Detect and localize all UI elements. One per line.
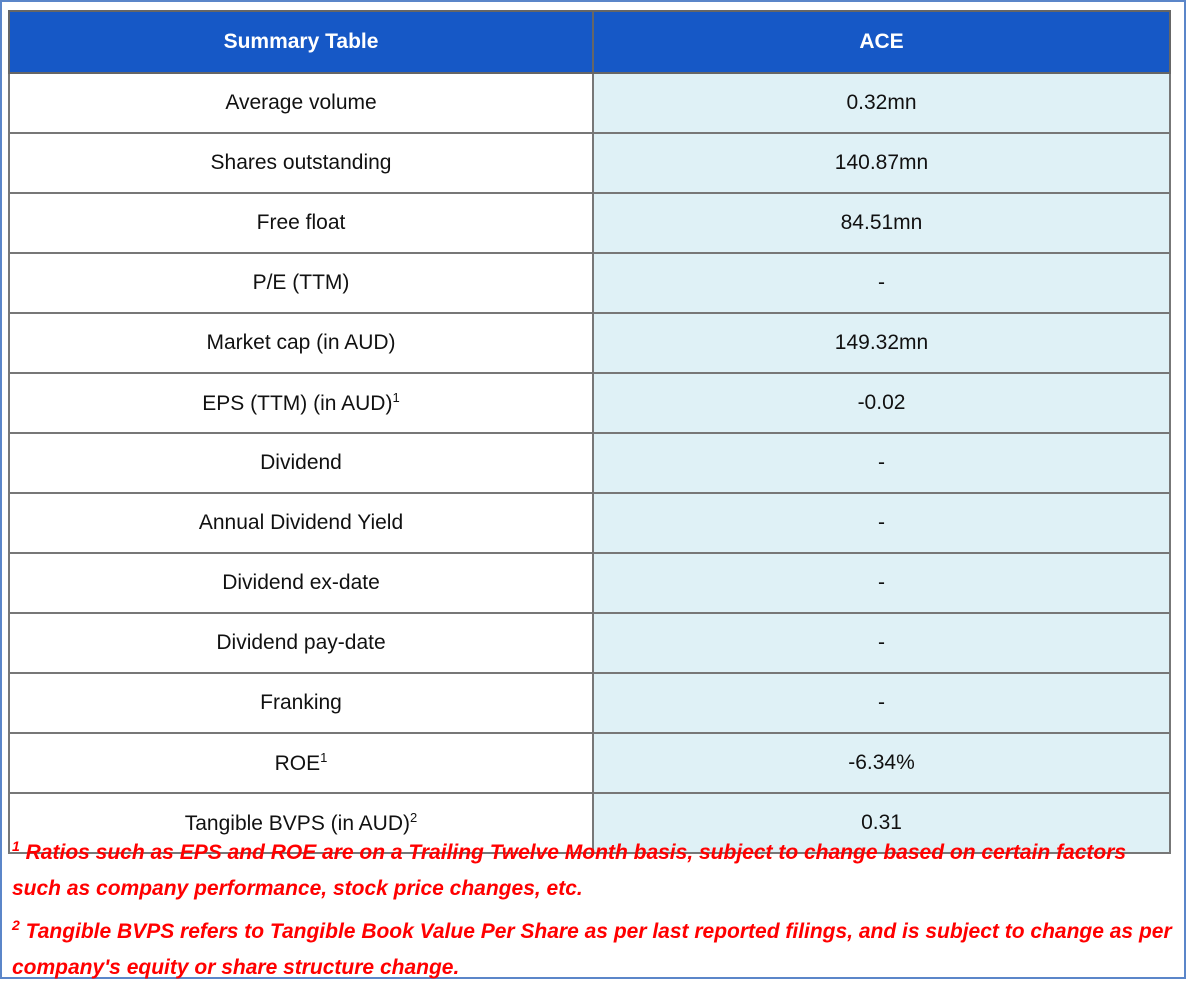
row-label-cell — [9, 253, 593, 313]
row-value: - — [593, 553, 1170, 613]
row-label: Dividend ex-date — [222, 571, 380, 594]
footnotes — [12, 828, 1172, 986]
footnote — [12, 907, 1172, 986]
row-value: - — [593, 493, 1170, 553]
table-row — [9, 433, 1170, 493]
row-label-cell — [9, 313, 593, 373]
table-row — [9, 373, 1170, 433]
summary-table — [8, 10, 1171, 854]
row-value: - — [593, 613, 1170, 673]
row-label: Average volume — [225, 91, 377, 114]
row-label: P/E (TTM) — [252, 271, 350, 294]
footnote-number: 1 — [12, 838, 20, 854]
footnote-text: Ratios such as EPS and ROE are on a Trailing Twelve Month basis, subject to change based on certain factors such as company performance, stock price changes, etc. — [12, 841, 1127, 900]
table-row — [9, 73, 1170, 133]
footnote-number: 2 — [12, 917, 20, 933]
row-label-cell — [9, 73, 593, 133]
table-row — [9, 613, 1170, 673]
footnote-text: Tangible BVPS refers to Tangible Book Value Per Share as per last reported filings, and is subject to change as per company's equity or share structure change. — [12, 920, 1172, 979]
row-label-cell — [9, 613, 593, 673]
footnote-marker: 1 — [392, 390, 400, 405]
table-row — [9, 193, 1170, 253]
row-label: Dividend — [260, 451, 342, 474]
row-value: - — [593, 433, 1170, 493]
row-value: - — [593, 673, 1170, 733]
row-label: Tangible BVPS (in AUD) — [184, 812, 411, 835]
row-value: - — [593, 253, 1170, 313]
table-row — [9, 493, 1170, 553]
row-label-cell — [9, 433, 593, 493]
row-label: EPS (TTM) (in AUD) — [202, 392, 393, 415]
row-label-cell — [9, 373, 593, 433]
row-value: 84.51mn — [593, 193, 1170, 253]
row-label-cell — [9, 133, 593, 193]
row-label-cell — [9, 493, 593, 553]
row-label: Shares outstanding — [210, 151, 392, 174]
row-label: Franking — [260, 691, 342, 714]
row-label-cell — [9, 193, 593, 253]
row-label-cell — [9, 553, 593, 613]
footnote — [12, 828, 1172, 907]
table-header-row — [9, 11, 1170, 73]
row-value: 0.32mn — [593, 73, 1170, 133]
table-row — [9, 673, 1170, 733]
table-row — [9, 133, 1170, 193]
footnote-marker: 1 — [320, 750, 328, 765]
table-row — [9, 313, 1170, 373]
row-value: -6.34% — [593, 733, 1170, 793]
row-label-cell — [9, 673, 593, 733]
row-label-cell — [9, 733, 593, 793]
footnote-marker: 2 — [410, 810, 418, 825]
row-label: Free float — [256, 211, 346, 234]
row-label: ROE — [274, 752, 321, 775]
row-value: 0.31 — [593, 793, 1170, 853]
table-row — [9, 733, 1170, 793]
header-summary-table: Summary Table — [9, 11, 593, 73]
table-row — [9, 553, 1170, 613]
table-row — [9, 253, 1170, 313]
row-label: Market cap (in AUD) — [206, 331, 396, 354]
row-label: Annual Dividend Yield — [198, 511, 404, 534]
header-ticker: ACE — [593, 11, 1170, 73]
row-value: 149.32mn — [593, 313, 1170, 373]
row-label: Dividend pay-date — [216, 631, 386, 654]
row-value: -0.02 — [593, 373, 1170, 433]
row-value: 140.87mn — [593, 133, 1170, 193]
